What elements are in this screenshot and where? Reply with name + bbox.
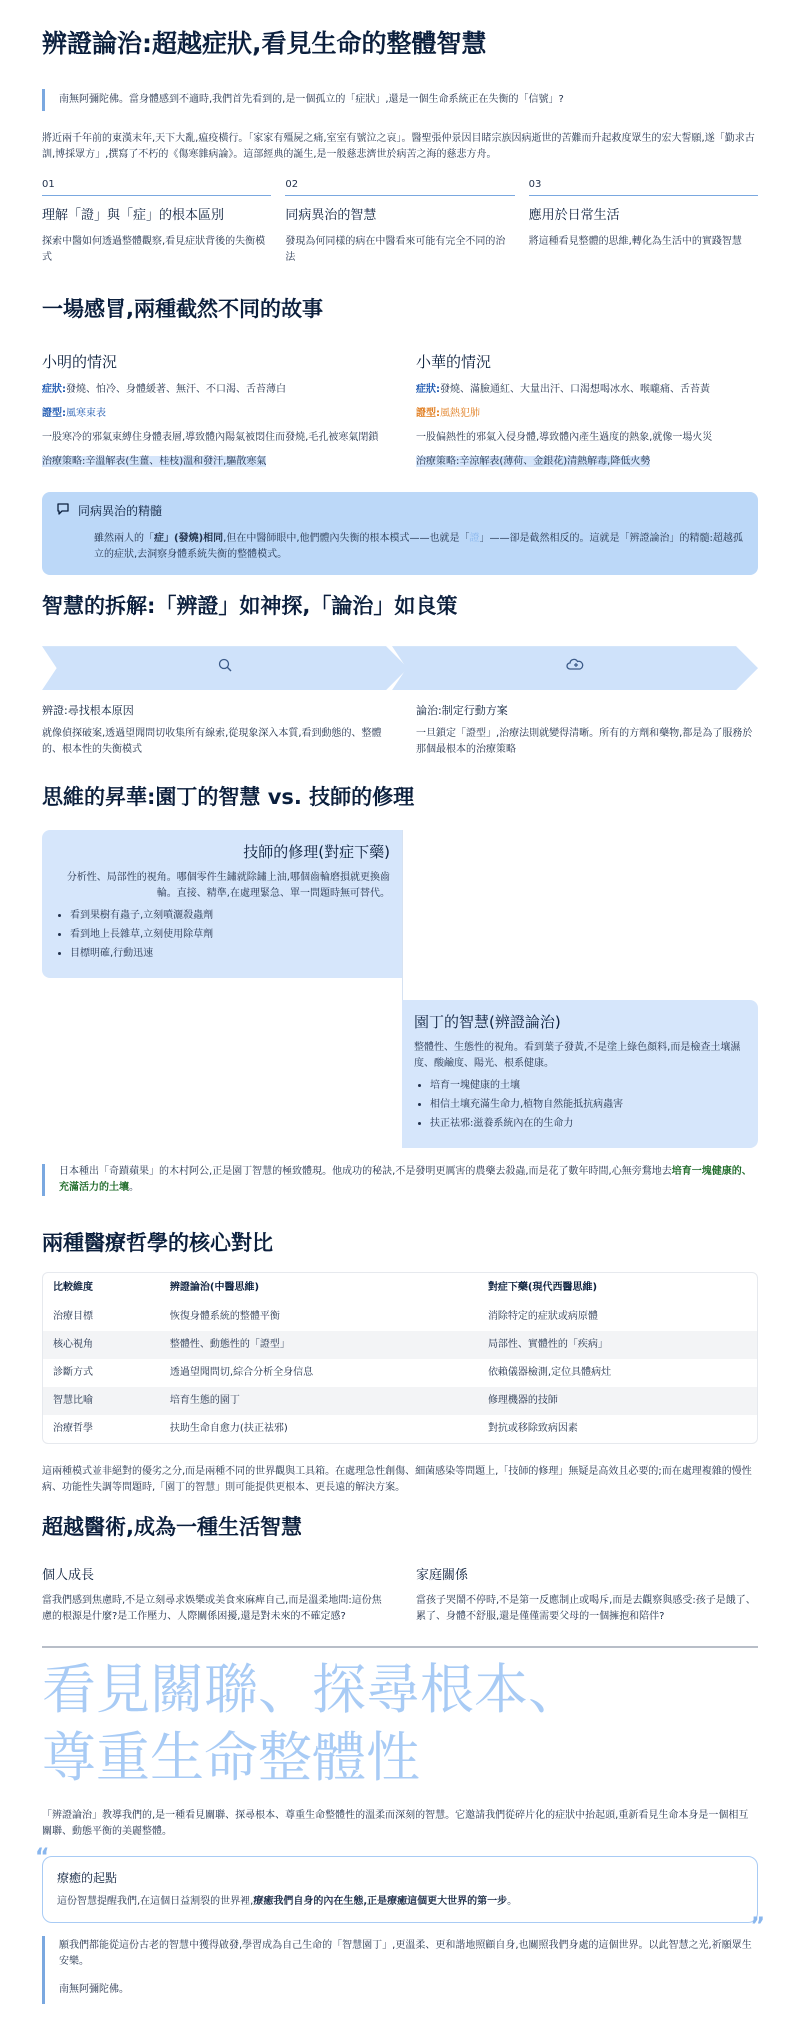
- life-columns: [42, 1566, 758, 1625]
- table-cell: 診斷方式: [53, 1367, 93, 1378]
- essence-callout: [42, 492, 758, 575]
- table-row: [43, 1415, 757, 1443]
- list-item: • 看到果樹有蟲子,立刻噴灑殺蟲劑: [70, 908, 390, 924]
- case-symptoms: 症狀:發燒、怕冷、身體緩著、無汗、不口渴、舌苔薄白: [42, 383, 286, 395]
- pillars: [42, 177, 758, 267]
- case-pattern: 證型:風熱犯肺: [416, 407, 480, 419]
- column-header: 對症下藥(現代西醫思維): [487, 1282, 598, 1293]
- life-desc: 當孩子哭鬧不停時,不是第一反應制止或喝斥,而是去觀察與感受:孩子是餓了、累了、身體不舒服,還是僅僅需要父母的一個擁抱和陪伴?: [416, 1594, 756, 1622]
- treat-arrow: [392, 646, 758, 690]
- pillar-title: 同病異治的智慧: [285, 207, 377, 223]
- technician-title: 技師的修理(對症下藥): [243, 843, 390, 861]
- table-row: [43, 1387, 757, 1415]
- table-header-row: [43, 1273, 757, 1303]
- technician-desc: 分析性、局部性的視角。哪個零件生鏽就除鏽上油,哪個齒輪磨損就更換齒輪。直接、精準,在處理緊急、單一問題時無可替代。: [66, 872, 390, 899]
- column-header: 比較維度: [53, 1282, 93, 1293]
- table-cell: 對抗或移除致病因素: [487, 1423, 578, 1434]
- comparison-table: [42, 1272, 758, 1444]
- pillar-number: 02: [285, 177, 514, 196]
- case-comparison: [42, 350, 758, 470]
- pillar: [529, 177, 758, 267]
- list-item: • 扶正祛邪:滋養系統內在的生命力: [430, 1116, 746, 1132]
- table-cell: 智慧比喻: [43, 1387, 160, 1415]
- opening-quote: 南無阿彌陀佛。當身體感到不適時,我們首先看到的,是一個孤立的「症狀」,還是一個生命系統正在失衡的「信號」?: [42, 89, 758, 111]
- diagnose-title: 辨證:尋找根本原因: [42, 704, 134, 718]
- table-row: [43, 1303, 757, 1331]
- compare-heading: 兩種醫療哲學的核心對比: [42, 1231, 273, 1255]
- life-title: 家庭關係: [416, 1568, 469, 1583]
- pillar: [42, 177, 271, 267]
- treat-block: [416, 702, 758, 758]
- treat-desc: 一旦鎖定「證型」,治療法則就變得清晰。所有的方劑和藥物,都是為了服務於那個最根本的治療策略: [416, 727, 753, 755]
- technician-list: [54, 908, 390, 962]
- table-cell: 透過望聞問切,綜合分析全身信息: [169, 1367, 314, 1378]
- pillar-desc: 將這種看見整體的思維,轉化為生活中的實踐智慧: [528, 236, 742, 248]
- closing-text: 願我們都能從這份古老的智慧中獲得啟發,學習成為自己生命的「智慧園丁」,更溫柔、更和諧地照顧自身,也關照我們身處的這個世界。以此智慧之光,祈願眾生安樂。: [59, 1940, 752, 1967]
- pillar-number: 03: [529, 177, 758, 196]
- case-pattern: 證型:風寒束表: [42, 407, 106, 419]
- case-symptoms: 症狀:發燒、滿臉通紅、大量出汗、口渴想喝冰水、喉嚨痛、舌苔黃: [416, 383, 710, 395]
- healing-text: 這份智慧提醒我們,在這個日益割裂的世界裡,療癒我們自身的內在生態,正是療癒這個更大世界的第一步。: [57, 1896, 518, 1908]
- gardener-desc: 整體性、生態性的視角。看到葉子發黃,不是塗上綠色顏料,而是檢查土壤濕度、酸鹼度、陽光、根系健康。: [414, 1042, 741, 1069]
- page-title: 辨證論治:超越症狀,看見生命的整體智慧: [42, 29, 487, 58]
- process-arrows: [42, 646, 758, 690]
- closing-block: [42, 1936, 758, 2004]
- technician-card: [42, 830, 402, 978]
- treat-title: 論治:制定行動方案: [416, 704, 508, 718]
- gardener-title: 園丁的智慧(辨證論治): [414, 1013, 561, 1031]
- healing-quote: [35, 1845, 765, 1940]
- close-quote-icon: ”: [750, 1914, 765, 1940]
- healing-title: 療癒的起點: [57, 1871, 118, 1885]
- list-item: • 目標明確,行動迅速: [70, 946, 390, 962]
- callout-title: 同病異治的精髓: [78, 504, 163, 519]
- compare-note: 這兩種模式並非絕對的優劣之分,而是兩種不同的世界觀與工具箱。在處理急性創傷、細菌感染等問題上,「技師的修理」無疑是高效且必要的;而在處理複雜的慢性病、功能性失調等問題時,「園丁的智慧」則可能提供更根本、更長遠的解決方案。: [42, 1466, 752, 1493]
- closing-amitabha: 南無阿彌陀佛。: [59, 1984, 129, 1995]
- case-xiaoming: [42, 350, 384, 470]
- hero-statement: 看見關聯、探尋根本、 尊重生命整體性: [42, 1658, 582, 1789]
- personal-growth-block: [42, 1566, 384, 1625]
- table-cell: 整體性、動態性的「證型」: [160, 1331, 478, 1359]
- pillar-number: 01: [42, 177, 271, 196]
- table-row: [43, 1359, 757, 1387]
- table-cell: 培育生態的園丁: [160, 1387, 478, 1415]
- life-title: 個人成長: [42, 1568, 95, 1583]
- table-cell: 局部性、實體性的「疾病」: [478, 1331, 757, 1359]
- list-item: • 看到地上長雜草,立刻使用除草劑: [70, 927, 390, 943]
- life-desc: 當我們感到焦慮時,不是立刻尋求娛樂或美食來麻痺自己,而是溫柔地問:這份焦慮的根源是什麼?是工作壓力、人際關係困擾,還是對未來的不確定感?: [42, 1594, 382, 1622]
- gardener-card: [402, 1000, 758, 1148]
- case-explanation: 一股偏熱性的邪氣入侵身體,導致體內產生過度的熱象,就像一場火災: [416, 431, 713, 443]
- divider: [42, 1646, 758, 1648]
- open-quote-icon: “: [35, 1845, 50, 1870]
- story-heading: 一場感冒,兩種截然不同的故事: [42, 297, 323, 322]
- table-cell: 消除特定的症狀或病原體: [487, 1311, 598, 1322]
- table-cell: 治療目標: [53, 1311, 93, 1322]
- family-block: [416, 1566, 758, 1625]
- summary-paragraph: 「辨證論治」教導我們的,是一種看見關聯、探尋根本、尊重生命整體性的溫柔而深刻的智慧。它邀請我們從碎片化的症狀中抬起頭,重新看見生命本身是一個相互關聯、動態平衡的美麗整體。: [42, 1810, 749, 1837]
- cloud-prescription-icon: [566, 657, 584, 679]
- diagnose-block: [42, 702, 384, 758]
- apple-story: 日本種出「奇蹟蘋果」的木村阿公,正是園丁智慧的極致體現。他成功的秘訣,不是發明更厲害的農藥去殺蟲,而是花了數年時間,心無旁鶩地去培育一塊健康的、充滿活力的土壤。: [42, 1164, 758, 1196]
- gardener-list: [414, 1078, 746, 1132]
- column-header: 辨證論治(中醫思維): [169, 1282, 260, 1293]
- table-cell: 恢復身體系統的整體平衡: [169, 1311, 280, 1322]
- table-cell: 依賴儀器檢測,定位具體病灶: [487, 1367, 612, 1378]
- case-treatment: 治療策略:辛溫解表(生薑、桂枝)溫和發汗,驅散寒氣: [42, 455, 267, 467]
- intro-paragraph: 將近兩千年前的東漢末年,天下大亂,瘟疫橫行。「家家有殭屍之痛,室室有號泣之哀」。醫聖張仲景因目睹宗族因病逝世的苦難而升起救度眾生的宏大誓願,遂「勤求古訓,博採眾方」,撰寫了不朽的《傷寒雜病論》。這部經典的誕生,是一般慈悲濟世於病苦之海的慈悲方舟。: [42, 132, 755, 160]
- pillar: [285, 177, 514, 267]
- comment-icon: [56, 502, 70, 522]
- decode-columns: [42, 702, 758, 758]
- list-item: • 相信土壤充滿生命力,植物自然能抵抗病蟲害: [430, 1097, 746, 1113]
- pillar-desc: 發現為何同樣的病在中醫看來可能有完全不同的治法: [285, 236, 506, 264]
- table-row: [43, 1331, 757, 1359]
- table-cell: 核心視角: [43, 1331, 160, 1359]
- life-heading: 超越醫術,成為一種生活智慧: [42, 1515, 302, 1539]
- case-title: 小明的情況: [42, 352, 118, 371]
- list-item: • 培育一塊健康的土壤: [430, 1078, 746, 1094]
- table-cell: 治療哲學: [53, 1423, 93, 1434]
- diagnose-arrow: [42, 646, 408, 690]
- diagnose-desc: 就像偵探破案,透過望聞問切收集所有線索,從現象深入本質,看到動態的、整體的、根本性的失衡模式: [42, 727, 382, 755]
- table-cell: 扶助生命自愈力(扶正祛邪): [169, 1423, 288, 1434]
- callout-text: 雖然兩人的「症」(發燒)相同,但在中醫師眼中,他們體內失衡的根本模式——也就是「證」——卻是截然相反的。這就是「辨證論治」的精髓:超越孤立的症狀,去洞察身體系統失衡的整體模式。: [94, 532, 743, 560]
- search-icon: [217, 657, 233, 679]
- table-cell: 修理機器的技師: [478, 1387, 757, 1415]
- case-title: 小華的情況: [416, 352, 492, 371]
- mind-heading: 思維的昇華:園丁的智慧 vs. 技師的修理: [42, 785, 415, 809]
- pillar-title: 應用於日常生活: [528, 207, 620, 223]
- decode-heading: 智慧的拆解:「辨證」如神探,「論治」如良策: [42, 593, 458, 618]
- case-xiaohua: [416, 350, 758, 470]
- case-treatment: 治療策略:辛涼解表(薄荷、金銀花)清熱解毒,降低火勢: [416, 455, 651, 467]
- case-explanation: 一股寒冷的邪氣束縛住身體表層,導致體內陽氣被悶住而發燒,毛孔被寒氣閉鎖: [42, 431, 379, 443]
- pillar-desc: 探索中醫如何透過整體觀察,看見症狀背後的失衡模式: [42, 236, 266, 264]
- pillar-title: 理解「證」與「症」的根本區別: [42, 207, 225, 223]
